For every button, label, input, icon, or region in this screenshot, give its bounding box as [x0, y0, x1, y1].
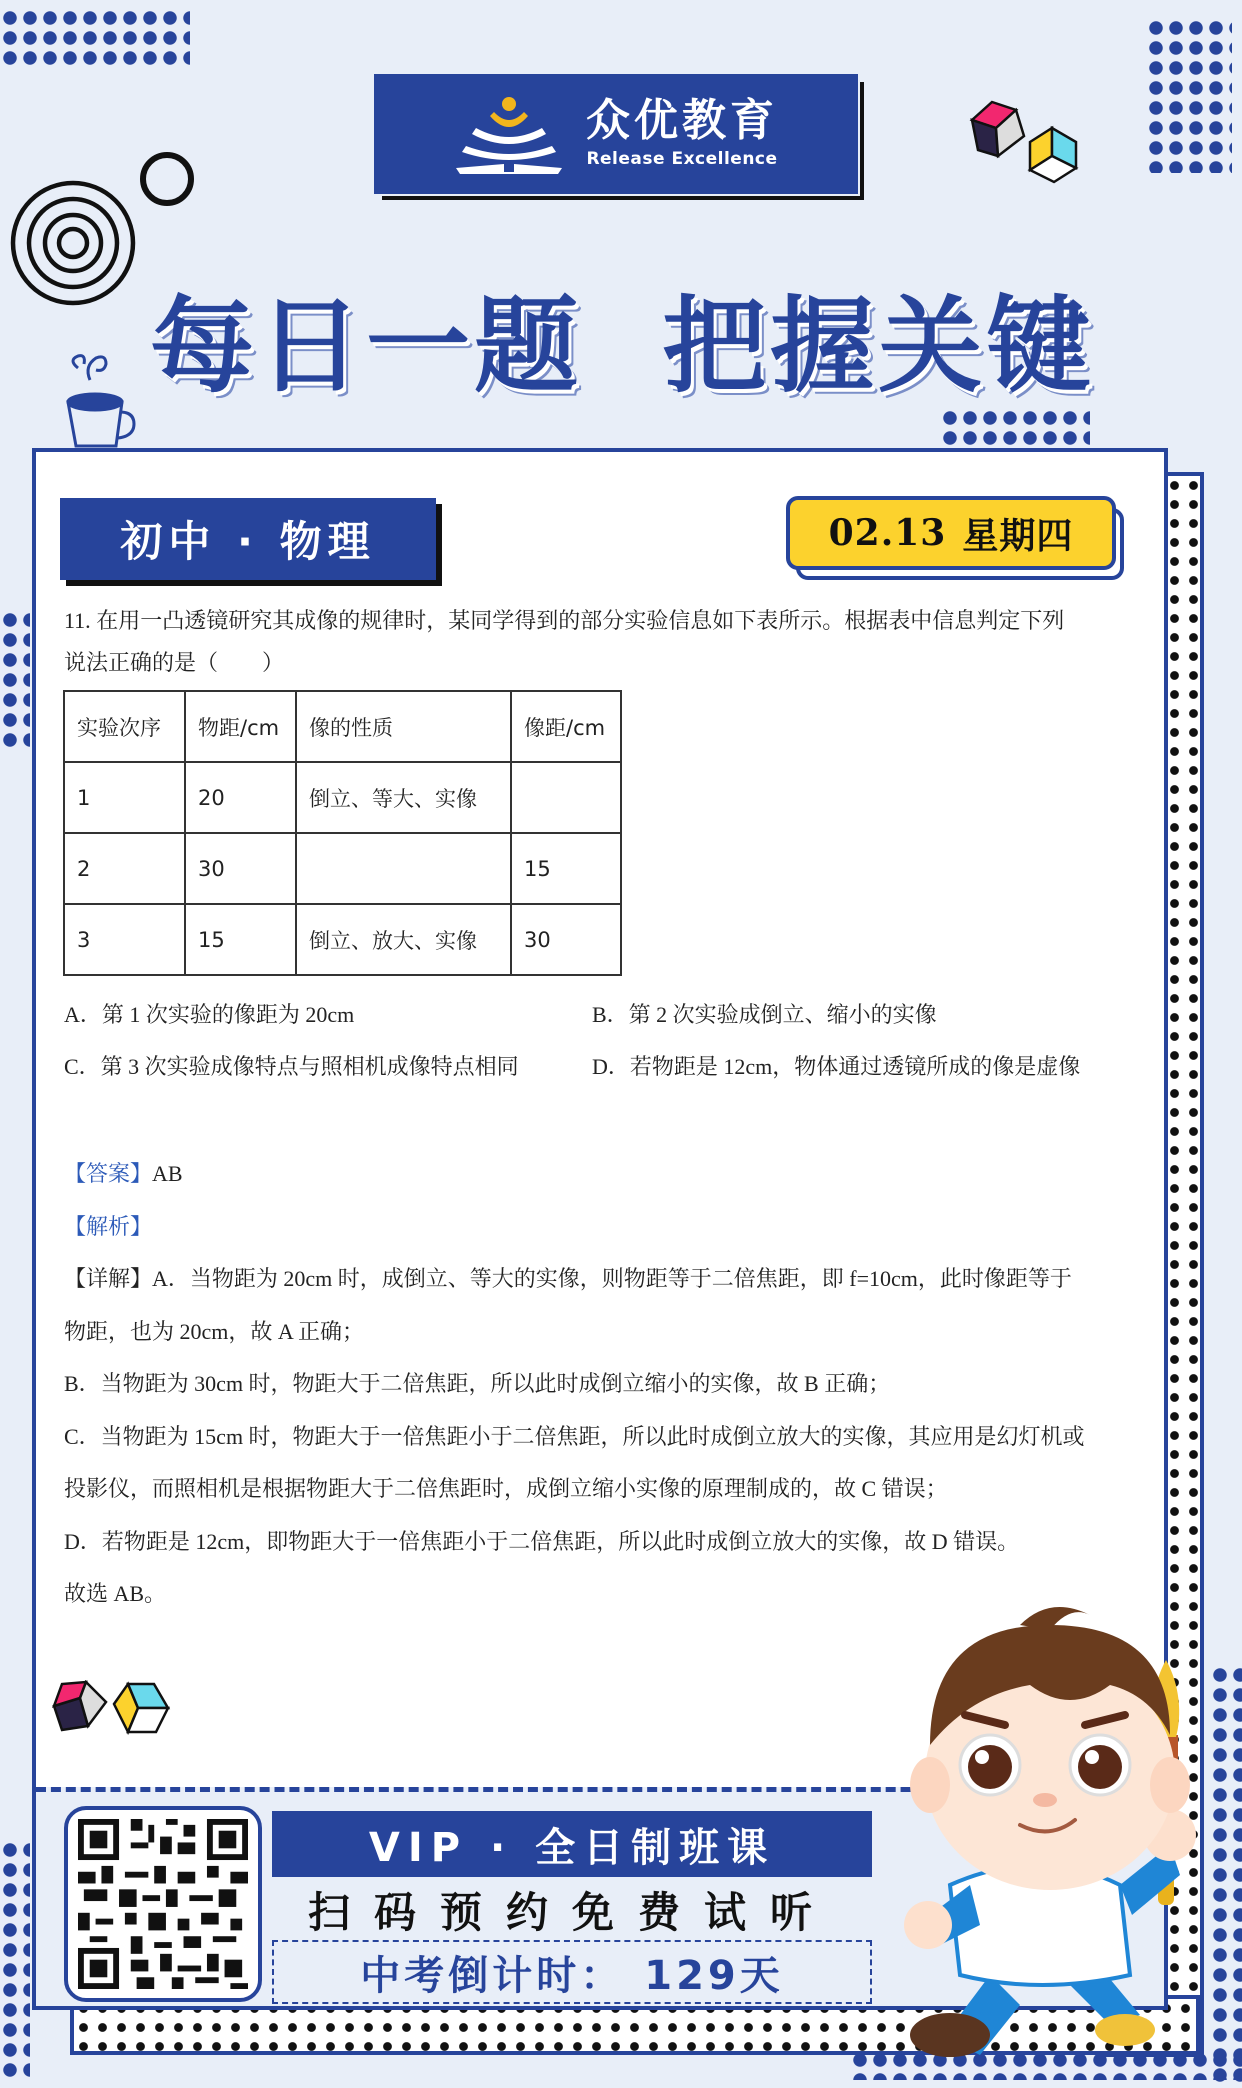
table-cell: 30 — [511, 904, 621, 975]
option-b: B．第 2 次实验成倒立、缩小的实像 — [592, 1002, 937, 1027]
table-cell — [511, 762, 621, 833]
question-stem-line1: 在用一凸透镜研究其成像的规律时，某同学得到的部分实验信息如下表所示。根据表中信息判定下列 — [96, 608, 1065, 633]
detail-line-b: B．当物距为 30cm 时，物距大于二倍焦距，所以此时成倒立缩小的实像，故 B 正确； — [64, 1371, 891, 1396]
mascot-boy-icon — [870, 1585, 1210, 2065]
countdown-value: 129天 — [644, 1952, 784, 1999]
dot-pattern-right-bottom — [1210, 1665, 1242, 2085]
target-rings-icon — [8, 178, 138, 308]
question-number: 11. — [64, 608, 91, 633]
option-a: A．第 1 次实验的像距为 20cm — [64, 1002, 355, 1027]
table-cell: 2 — [64, 833, 185, 904]
countdown-label: 中考倒计时： — [360, 1952, 625, 1999]
table-cell — [296, 833, 511, 904]
vip-course-banner: VIP · 全日制班课 — [272, 1811, 872, 1877]
table-header-cell: 物距/cm — [185, 691, 296, 762]
option-d: D．若物距是 12cm，物体通过透镜所成的像是虚像 — [592, 1054, 1081, 1079]
subject-tag: 初中 · 物理 — [60, 498, 436, 580]
detail-label: 【详解】 — [64, 1266, 153, 1291]
table-row — [64, 904, 621, 975]
cube-pair-icon — [968, 98, 1088, 188]
detail-line-c1: C．当物距为 15cm 时，物距大于一倍焦距小于二倍焦距，所以此时成倒立放大的实像，其应用是幻灯机或 — [64, 1423, 1085, 1449]
detail-line-c2: 投影仪，而照相机是根据物距大于二倍焦距时，成倒立缩小实像的原理制成的，故 C 错误； — [64, 1476, 948, 1501]
answer-value: AB — [152, 1161, 183, 1186]
date-value: 02.13 — [828, 512, 947, 554]
table-cell: 1 — [64, 762, 185, 833]
dot-pattern-top-right — [1146, 18, 1232, 173]
exam-countdown — [272, 1940, 872, 2004]
scan-to-book-label: 扫码预约免费试听 — [307, 1888, 836, 1937]
table-cell: 15 — [185, 904, 296, 975]
table-row — [64, 833, 621, 904]
table-cell: 15 — [511, 833, 621, 904]
brand-name-en: Release Excellence — [586, 149, 778, 169]
table-cell: 倒立、等大、实像 — [296, 762, 511, 833]
option-c: C．第 3 次实验成像特点与照相机成像特点相同 — [64, 1054, 519, 1079]
question-stem-line2: 说法正确的是（ ） — [64, 650, 285, 675]
options-row-2 — [64, 1050, 1144, 1081]
detail-line-2: 物距，也为 20cm，故 A 正确； — [64, 1318, 365, 1344]
conclusion: 故选 AB。 — [64, 1581, 167, 1606]
brand-logo — [372, 72, 860, 196]
options-row-1 — [64, 998, 1144, 1029]
weekday-value: 星期四 — [962, 514, 1074, 557]
brand-name-cn: 众优教育 — [586, 95, 778, 146]
question-stem — [64, 600, 1144, 684]
qr-code-icon — [78, 1819, 248, 1989]
solution-block — [64, 1148, 1154, 1621]
circle-outline-icon — [140, 152, 194, 206]
page-title: 每日一题 把握关键 — [150, 285, 1095, 407]
analysis-label: 【解析】 — [64, 1213, 153, 1239]
date-badge — [786, 496, 1116, 570]
dot-pattern-mid — [940, 408, 1090, 448]
table-cell: 3 — [64, 904, 185, 975]
qr-code-frame[interactable] — [64, 1806, 262, 2002]
table-cell: 倒立、放大、实像 — [296, 904, 511, 975]
cube-pair-icon — [50, 1680, 175, 1760]
dot-pattern-top-left — [0, 8, 190, 70]
table-cell: 20 — [185, 762, 296, 833]
detail-line-1: A．当物距为 20cm 时，成倒立、等大的实像，则物距等于二倍焦距，即 f=10cm，此时像距等于 — [152, 1266, 1072, 1291]
table-header-cell: 实验次序 — [64, 691, 185, 762]
table-row — [64, 762, 621, 833]
brand-logo-icon — [454, 94, 564, 174]
table-header-row — [64, 691, 621, 762]
coffee-cup-icon — [60, 350, 140, 450]
experiment-table — [63, 690, 622, 976]
dot-pattern-left — [0, 610, 30, 750]
dot-pattern-left-bottom — [0, 1840, 30, 2080]
answer-label: 【答案】 — [64, 1161, 153, 1186]
detail-line-d: D．若物距是 12cm，即物距大于一倍焦距小于二倍焦距，所以此时成倒立放大的实像，故 D 错误。 — [64, 1528, 1020, 1554]
table-header-cell: 像的性质 — [296, 691, 511, 762]
table-header-cell: 像距/cm — [511, 691, 621, 762]
table-cell: 30 — [185, 833, 296, 904]
